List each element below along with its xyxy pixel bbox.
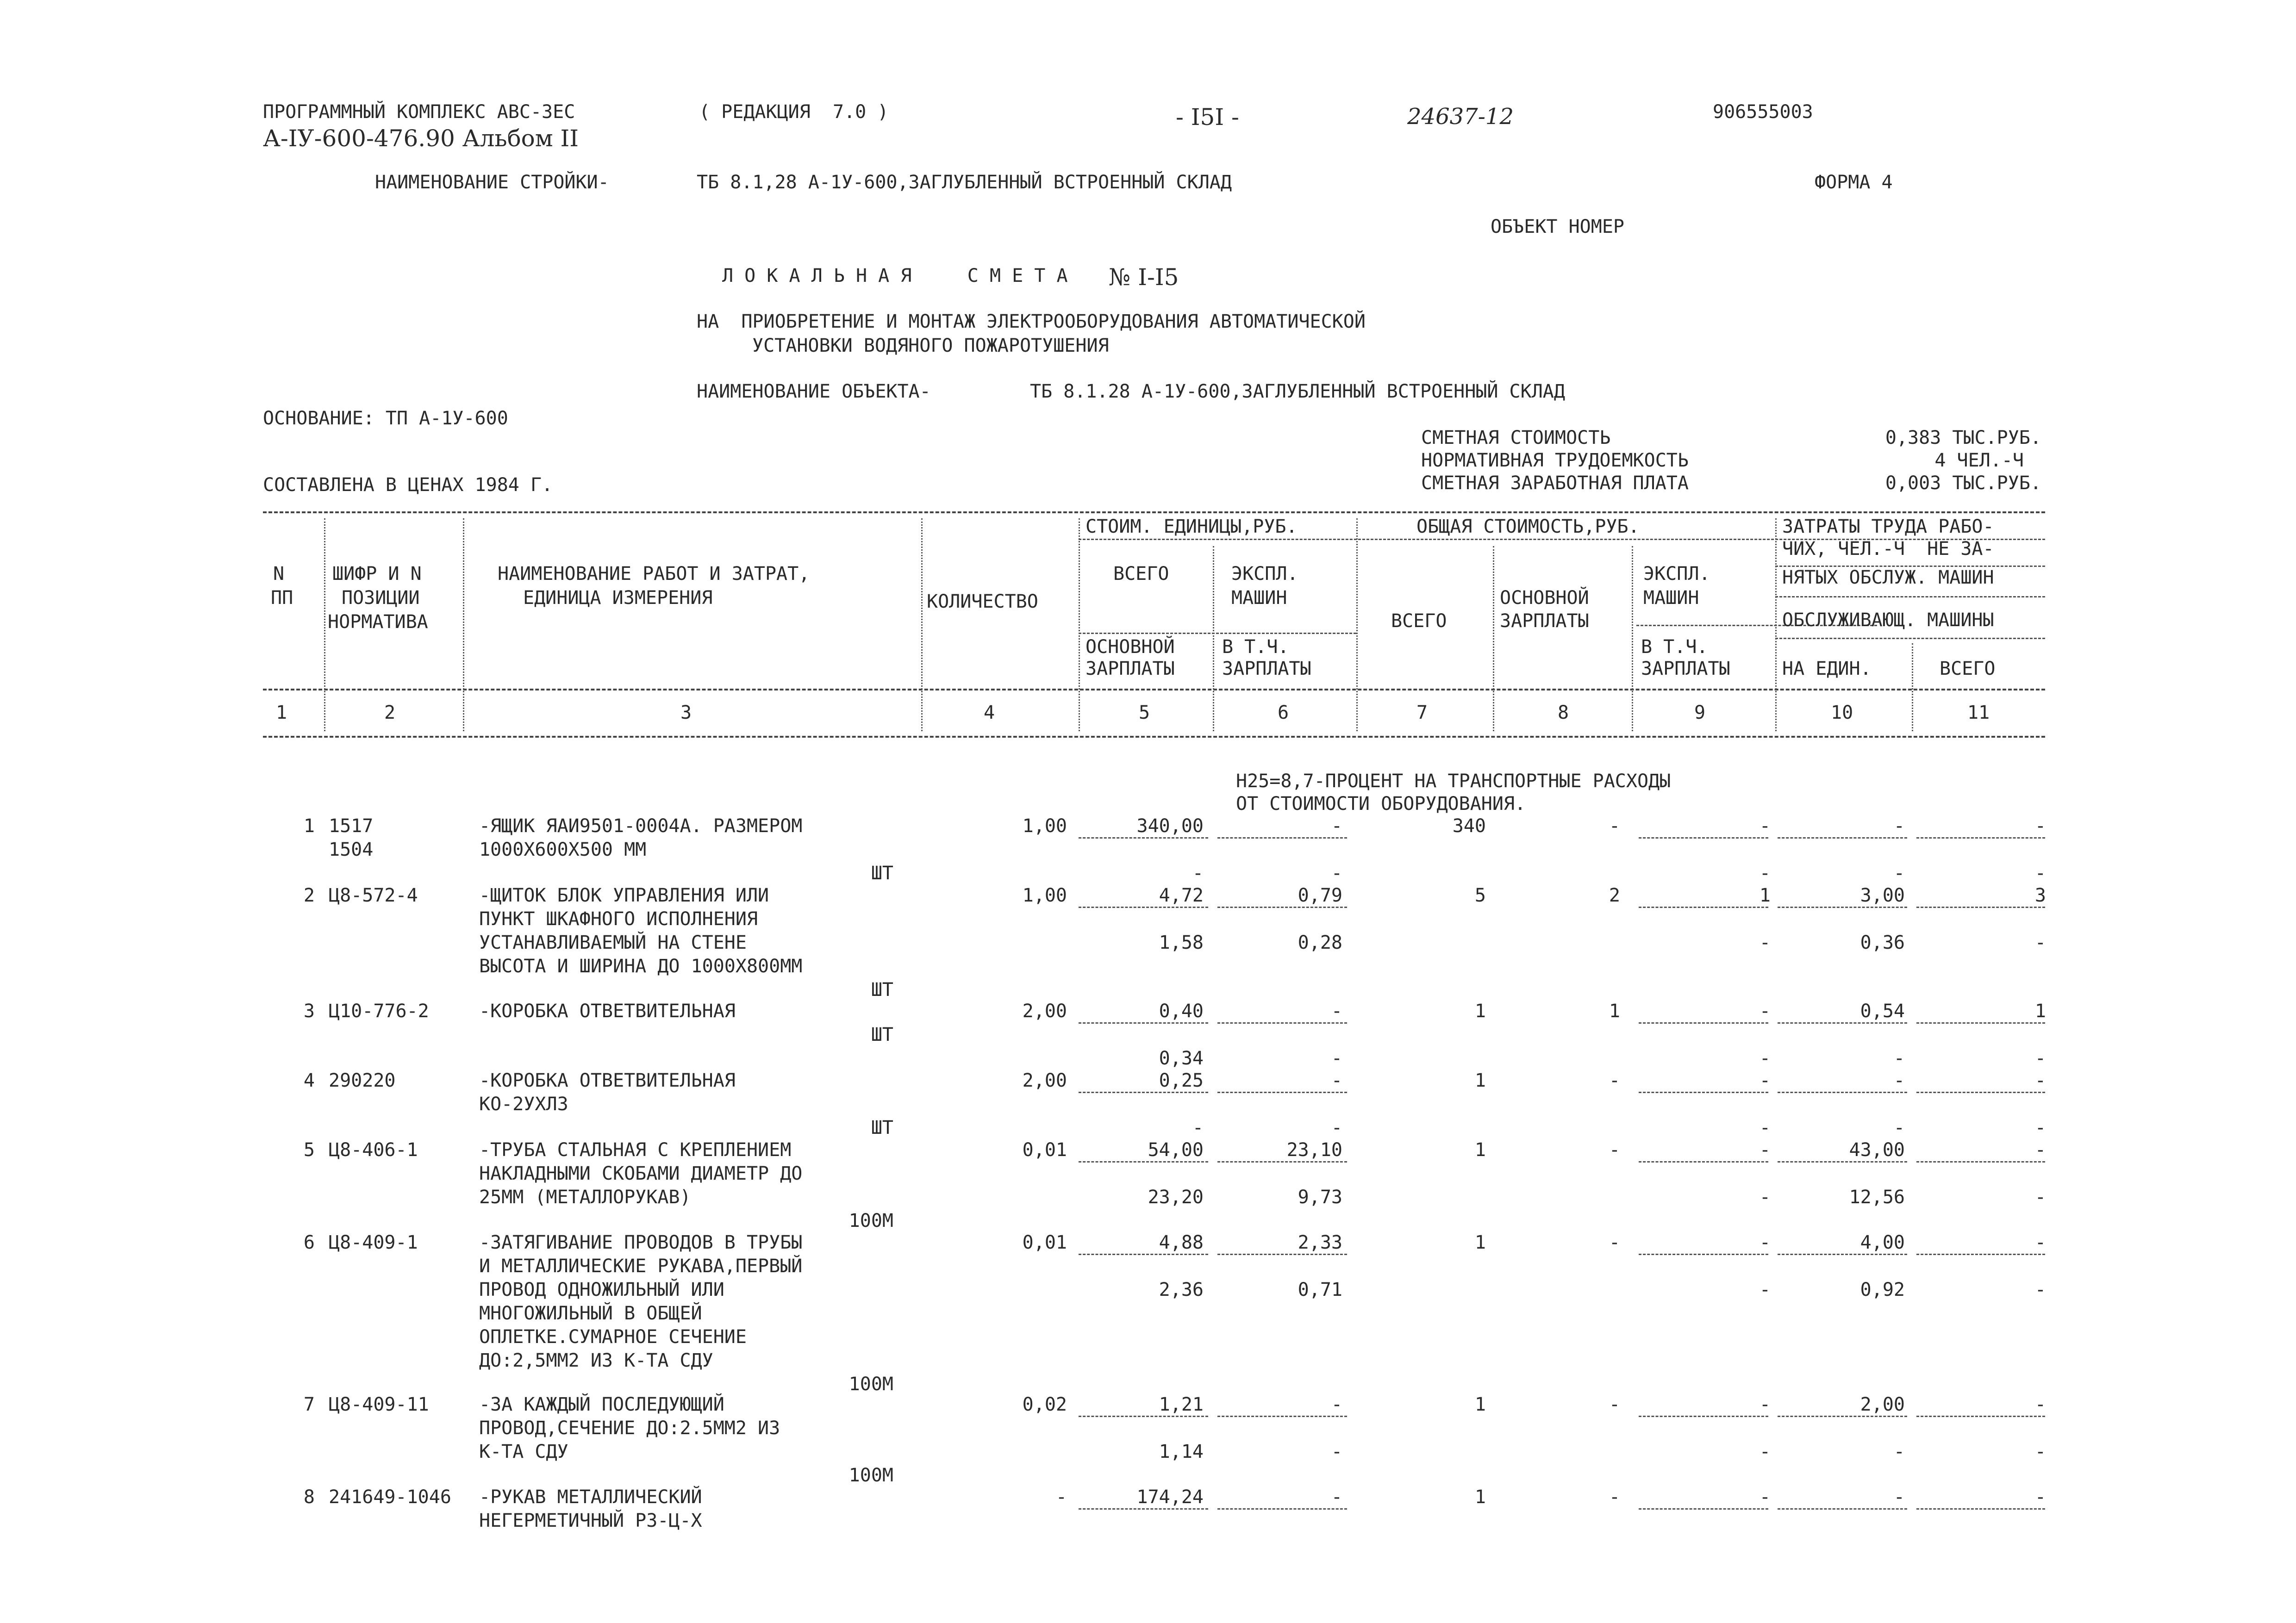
document-number: 24637-12 — [1407, 104, 1514, 130]
row-code: Ц8-406-1 — [329, 1139, 418, 1161]
row-unit: ШТ — [871, 1024, 893, 1045]
row-total-machines: - — [1759, 1070, 1771, 1091]
row-labor-total: - — [2034, 1139, 2046, 1161]
row-unit: 100М — [849, 1210, 893, 1231]
row-total: 1 — [1474, 1232, 1486, 1253]
total-wage-head: ОСНОВНОЙ — [1500, 587, 1589, 609]
row-total-wage: 1 — [1609, 1001, 1620, 1022]
total-cost-head: ОБЩАЯ СТОИМОСТЬ,РУБ. — [1416, 516, 1640, 537]
col-number: 3 — [680, 702, 692, 723]
row-labor-unit: - — [1893, 815, 1905, 837]
unit-wage-head: ОСНОВНОЙ — [1086, 636, 1175, 658]
subtotal-rule — [1639, 1022, 1768, 1024]
rule-subgroup — [1079, 633, 1356, 634]
stroika-label: НАИМЕНОВАНИЕ СТРОЙКИ- — [375, 172, 609, 193]
unit-mach-wage-head-2: ЗАРПЛАТЫ — [1222, 658, 1311, 679]
subtotal-rule — [1778, 1416, 1907, 1417]
col3-head-2: ЕДИНИЦА ИЗМЕРЕНИЯ — [523, 587, 713, 609]
row-name: -ТРУБА СТАЛЬНАЯ С КРЕПЛЕНИЕМ — [479, 1139, 792, 1161]
row-labor-total-service: - — [2034, 932, 2046, 953]
row-labor-unit-service: - — [1893, 1048, 1905, 1069]
subtotal-rule — [1079, 907, 1208, 908]
row-labor-total: - — [2034, 1232, 2046, 1253]
row-quantity: 2,00 — [1022, 1001, 1067, 1022]
row-number: 4 — [303, 1070, 315, 1091]
row-labor-unit-service: - — [1893, 1117, 1905, 1138]
rule-top — [263, 511, 2045, 513]
row-unit-total: 0,25 — [1159, 1070, 1204, 1091]
row-labor-unit-service: 0,36 — [1860, 932, 1905, 953]
subtotal-rule — [1079, 837, 1208, 839]
row-unit: ШТ — [871, 979, 893, 1001]
col-number: 1 — [276, 702, 287, 723]
subtotal-rule — [1639, 1508, 1768, 1510]
row-quantity: - — [1055, 1486, 1067, 1508]
row-unit: ШТ — [871, 1117, 893, 1138]
row-labor-total: 3 — [2034, 885, 2046, 906]
row-number: 8 — [303, 1486, 315, 1508]
row-name: -ЩИТОК БЛОК УПРАВЛЕНИЯ ИЛИ — [479, 885, 769, 906]
subtotal-rule — [1079, 1092, 1208, 1093]
row-unit-wage: - — [1192, 863, 1204, 884]
row-labor-unit: 43,00 — [1849, 1139, 1905, 1161]
col2-head: ШИФР И N — [332, 563, 422, 585]
row-unit-machine-wage: 9,73 — [1298, 1187, 1342, 1208]
col-number: 10 — [1831, 702, 1853, 723]
row-code: 241649-1046 — [329, 1486, 451, 1508]
unit-wage-head-2: ЗАРПЛАТЫ — [1086, 658, 1175, 679]
row-total-machine-wage: - — [1759, 863, 1771, 884]
row-unit-machine-wage: - — [1331, 1117, 1342, 1138]
row-name: -КОРОБКА ОТВЕТВИТЕЛЬНАЯ — [479, 1001, 736, 1022]
document-code: 906555003 — [1713, 101, 1813, 123]
redaction: ( РЕДАКЦИЯ 7.0 ) — [699, 101, 889, 123]
document-title: Л О К А Л Ь Н А Я С М Е Т А — [722, 265, 1068, 286]
subtotal-rule — [1639, 837, 1768, 839]
subtotal-rule — [1778, 1092, 1907, 1093]
labor-total-head: ВСЕГО — [1940, 658, 1996, 679]
album-reference: А-IУ-600-476.90 Альбом II — [263, 125, 579, 152]
labor-serv-head: ОБСЛУЖИВАЮЩ. МАШИНЫ — [1782, 609, 1994, 631]
row-total-machines: - — [1759, 1394, 1771, 1415]
subtotal-rule — [1916, 907, 2045, 908]
row-unit-machine-wage: 0,28 — [1298, 932, 1342, 953]
col1-head: N — [273, 563, 285, 585]
col-sep — [921, 518, 923, 731]
col-number: 7 — [1416, 702, 1428, 723]
purpose-line-1: НА ПРИОБРЕТЕНИЕ И МОНТАЖ ЭЛЕКТРООБОРУДОВАНИЯ АВТОМАТИЧЕСКОЙ — [697, 311, 1366, 332]
col-number: 5 — [1139, 702, 1150, 723]
row-name: ПРОВОД ОДНОЖИЛЬНЫЙ ИЛИ — [479, 1279, 724, 1300]
subtotal-rule — [1217, 837, 1347, 839]
labor-head-2: ЧИХ, ЧЕЛ.-Ч НЕ ЗА- — [1782, 538, 1994, 560]
row-name: ПРОВОД,СЕЧЕНИЕ ДО:2.5ММ2 ИЗ — [479, 1418, 780, 1439]
row-total-machine-wage: - — [1759, 1117, 1771, 1138]
subtotal-rule — [1639, 907, 1768, 908]
subtotal-rule — [1217, 1254, 1347, 1255]
row-total-machines: - — [1759, 1486, 1771, 1508]
row-unit: 100М — [849, 1465, 893, 1486]
row-number: 5 — [303, 1139, 315, 1161]
row-labor-total: 1 — [2034, 1001, 2046, 1022]
row-labor-total-service: - — [2034, 863, 2046, 884]
row-quantity: 0,01 — [1022, 1139, 1067, 1161]
row-name: КО-2УХЛ3 — [479, 1094, 568, 1115]
row-labor-unit: - — [1893, 1070, 1905, 1091]
row-unit-machines: - — [1331, 815, 1342, 837]
row-total-machine-wage: - — [1759, 932, 1771, 953]
rule-numbers-bottom — [263, 736, 2045, 738]
total-mach-head-2: МАШИН — [1643, 587, 1699, 609]
rule-header-bottom — [263, 689, 2045, 690]
col-number: 8 — [1558, 702, 1569, 723]
object-name-value: ТБ 8.1.28 А-1У-600,ЗАГЛУБЛЕННЫЙ ВСТРОЕННЫЙ СКЛАД — [1030, 381, 1565, 402]
rule-labor-3 — [1775, 638, 2045, 639]
subtotal-rule — [1217, 1092, 1347, 1093]
subtotal-rule — [1778, 1254, 1907, 1255]
transport-note-2: ОТ СТОИМОСТИ ОБОРУДОВАНИЯ. — [1236, 793, 1526, 815]
row-quantity: 1,00 — [1022, 885, 1067, 906]
subtotal-rule — [1778, 1161, 1907, 1163]
subtotal-rule — [1916, 1092, 2045, 1093]
row-unit-machines: 2,33 — [1298, 1232, 1342, 1253]
row-name: ПУНКТ ШКАФНОГО ИСПОЛНЕНИЯ — [479, 908, 758, 930]
row-labor-unit: 2,00 — [1860, 1394, 1905, 1415]
row-total-wage: - — [1609, 1486, 1620, 1508]
unit-cost-head: СТОИМ. ЕДИНИЦЫ,РУБ. — [1086, 516, 1298, 537]
row-labor-unit: 4,00 — [1860, 1232, 1905, 1253]
row-labor-total-service: - — [2034, 1441, 2046, 1462]
col-sep — [1079, 518, 1080, 731]
col-sep — [324, 518, 325, 731]
row-name: УСТАНАВЛИВАЕМЫЙ НА СТЕНЕ — [479, 932, 747, 953]
row-total-wage: - — [1609, 815, 1620, 837]
summary-label-wage: СМЕТНАЯ ЗАРАБОТНАЯ ПЛАТА — [1421, 473, 1689, 494]
row-unit: 100М — [849, 1374, 893, 1395]
object-number: ОБЪЕКТ НОМЕР — [1491, 216, 1624, 237]
subtotal-rule — [1079, 1022, 1208, 1024]
col-sep — [1213, 546, 1214, 731]
row-unit-machine-wage: 0,71 — [1298, 1279, 1342, 1300]
row-name: МНОГОЖИЛЬНЫЙ В ОБЩЕЙ — [479, 1303, 702, 1324]
row-code: Ц10-776-2 — [329, 1001, 429, 1022]
row-total-wage: - — [1609, 1394, 1620, 1415]
col-number: 9 — [1694, 702, 1706, 723]
row-name: -ЯЩИК ЯАИ9501-0004А. РАЗМЕРОМ — [479, 815, 803, 837]
subtotal-rule — [1079, 1161, 1208, 1163]
row-quantity: 0,02 — [1022, 1394, 1067, 1415]
subtotal-rule — [1639, 1416, 1768, 1417]
unit-mach-wage-head: В Т.Ч. — [1222, 636, 1289, 658]
purpose-line-2: УСТАНОВКИ ВОДЯНОГО ПОЖАРОТУШЕНИЯ — [752, 335, 1109, 356]
row-code: Ц8-409-11 — [329, 1394, 429, 1415]
row-labor-unit: - — [1893, 1486, 1905, 1508]
row-name: -ЗА КАЖДЫЙ ПОСЛЕДУЮЩИЙ — [479, 1394, 724, 1415]
row-labor-total: - — [2034, 1070, 2046, 1091]
total-wage-head-2: ЗАРПЛАТЫ — [1500, 610, 1589, 632]
form-number: ФОРМА 4 — [1815, 172, 1893, 193]
row-labor-unit-service: - — [1893, 1441, 1905, 1462]
row-name: ОПЛЕТКЕ.СУМАРНОЕ СЕЧЕНИЕ — [479, 1326, 747, 1348]
row-total: 340 — [1452, 815, 1486, 837]
row-labor-total: - — [2034, 1486, 2046, 1508]
subtotal-rule — [1778, 1508, 1907, 1510]
row-unit-total: 4,72 — [1159, 885, 1204, 906]
row-quantity: 1,00 — [1022, 815, 1067, 837]
col4-head: КОЛИЧЕСТВО — [927, 591, 1038, 612]
col-sep — [463, 518, 464, 731]
row-labor-total-service: - — [2034, 1048, 2046, 1069]
row-name: 25ММ (МЕТАЛЛОРУКАВ) — [479, 1187, 691, 1208]
subtotal-rule — [1079, 1508, 1208, 1510]
estimate-number: № I-I5 — [1109, 264, 1179, 291]
row-total: 1 — [1474, 1070, 1486, 1091]
subtotal-rule — [1916, 1416, 2045, 1417]
col-sep — [1493, 546, 1494, 731]
subtotal-rule — [1079, 1416, 1208, 1417]
subtotal-rule — [1778, 1022, 1907, 1024]
row-total-wage: 2 — [1609, 885, 1620, 906]
row-labor-total-service: - — [2034, 1117, 2046, 1138]
col2-head-3: НОРМАТИВА — [328, 611, 428, 633]
summary-value-labor: 4 ЧЕЛ.-Ч — [1934, 450, 2024, 471]
transport-note: Н25=8,7-ПРОЦЕНТ НА ТРАНСПОРТНЫЕ РАСХОДЫ — [1236, 771, 1671, 792]
row-unit-machines: - — [1331, 1486, 1342, 1508]
row-total-machines: - — [1759, 1139, 1771, 1161]
row-total-machine-wage: - — [1759, 1279, 1771, 1300]
unit-mach-head: ЭКСПЛ. — [1231, 563, 1298, 585]
subtotal-rule — [1916, 1508, 2045, 1510]
col-number: 6 — [1278, 702, 1289, 723]
program-name: ПРОГРАММНЫЙ КОМПЛЕКС АВС-3ЕС — [263, 101, 575, 123]
row-number: 7 — [303, 1394, 315, 1415]
row-unit-total: 340,00 — [1136, 815, 1204, 837]
total-mach-wage-head-2: ЗАРПЛАТЫ — [1641, 658, 1730, 679]
summary-value-cost: 0,383 ТЫС.РУБ. — [1885, 427, 2041, 448]
col-number: 2 — [384, 702, 396, 723]
col-sep — [1775, 518, 1777, 731]
row-name: НЕГЕРМЕТИЧНЫЙ Р3-Ц-Х — [479, 1510, 702, 1531]
row-total-machines: - — [1759, 815, 1771, 837]
labor-head: ЗАТРАТЫ ТРУДА РАБО- — [1782, 516, 1994, 537]
row-labor-unit-service: 12,56 — [1849, 1187, 1905, 1208]
row-quantity: 2,00 — [1022, 1070, 1067, 1091]
row-number: 2 — [303, 885, 315, 906]
labor-per-unit-head: НА ЕДИН. — [1782, 658, 1872, 679]
subtotal-rule — [1778, 907, 1907, 908]
row-total-machines: - — [1759, 1232, 1771, 1253]
row-labor-unit: 3,00 — [1860, 885, 1905, 906]
col-sep — [1632, 546, 1633, 731]
row-name: -ЗАТЯГИВАНИЕ ПРОВОДОВ В ТРУБЫ — [479, 1232, 803, 1253]
row-name: ДО:2,5ММ2 ИЗ К-ТА СДУ — [479, 1350, 713, 1371]
row-unit-wage: 0,34 — [1159, 1048, 1204, 1069]
row-unit-wage: - — [1192, 1117, 1204, 1138]
row-total-wage: - — [1609, 1232, 1620, 1253]
row-name: 1000Х600Х500 ММ — [479, 839, 647, 860]
row-name: НАКЛАДНЫМИ СКОБАМИ ДИАМЕТР ДО — [479, 1163, 803, 1184]
col-number: 11 — [1967, 702, 1990, 723]
row-total: 1 — [1474, 1486, 1486, 1508]
row-total: 5 — [1474, 885, 1486, 906]
rule-labor-2 — [1775, 596, 2045, 597]
row-number: 6 — [303, 1232, 315, 1253]
stroika-value: ТБ 8.1,28 А-1У-600,ЗАГЛУБЛЕННЫЙ ВСТРОЕННЫЙ СКЛАД — [697, 172, 1232, 193]
col-sep — [1356, 518, 1358, 731]
row-total-machines: 1 — [1759, 885, 1771, 906]
row-labor-unit-service: 0,92 — [1860, 1279, 1905, 1300]
row-total: 1 — [1474, 1394, 1486, 1415]
total-mach-wage-head: В Т.Ч. — [1641, 636, 1708, 658]
summary-label-labor: НОРМАТИВНАЯ ТРУДОЕМКОСТЬ — [1421, 450, 1689, 471]
row-name: -КОРОБКА ОТВЕТВИТЕЛЬНАЯ — [479, 1070, 736, 1091]
row-unit-total: 4,88 — [1159, 1232, 1204, 1253]
row-unit-wage: 1,58 — [1159, 932, 1204, 953]
row-total-wage: - — [1609, 1139, 1620, 1161]
row-code: 290220 — [329, 1070, 396, 1091]
col-sep — [1912, 643, 1913, 731]
price-basis: СОСТАВЛЕНА В ЦЕНАХ 1984 Г. — [263, 474, 553, 496]
row-code: 1504 — [329, 839, 374, 860]
subtotal-rule — [1639, 1161, 1768, 1163]
row-name: И МЕТАЛЛИЧЕСКИЕ РУКАВА,ПЕРВЫЙ — [479, 1256, 803, 1277]
row-name: -РУКАВ МЕТАЛЛИЧЕСКИЙ — [479, 1486, 702, 1508]
row-labor-total-service: - — [2034, 1279, 2046, 1300]
col3-head: НАИМЕНОВАНИЕ РАБОТ И ЗАТРАТ, — [498, 563, 810, 585]
row-code: 1517 — [329, 815, 374, 837]
subtotal-rule — [1217, 1416, 1347, 1417]
col2-head-2: ПОЗИЦИИ — [342, 587, 420, 609]
row-total-machine-wage: - — [1759, 1441, 1771, 1462]
row-unit-total: 174,24 — [1136, 1486, 1204, 1508]
summary-value-wage: 0,003 ТЫС.РУБ. — [1885, 473, 2041, 494]
row-unit-wage: 1,14 — [1159, 1441, 1204, 1462]
col-number: 4 — [984, 702, 995, 723]
row-number: 3 — [303, 1001, 315, 1022]
row-unit-wage: 23,20 — [1148, 1187, 1204, 1208]
object-name-label: НАИМЕНОВАНИЕ ОБЪЕКТА- — [697, 381, 931, 402]
row-total-machine-wage: - — [1759, 1187, 1771, 1208]
col1-head-2: ПП — [271, 587, 293, 609]
subtotal-rule — [1079, 1254, 1208, 1255]
subtotal-rule — [1217, 907, 1347, 908]
row-total-wage: - — [1609, 1070, 1620, 1091]
subtotal-rule — [1916, 1161, 2045, 1163]
subtotal-rule — [1217, 1161, 1347, 1163]
labor-head-3: НЯТЫХ ОБСЛУЖ. МАШИН — [1782, 567, 1994, 588]
row-quantity: 0,01 — [1022, 1232, 1067, 1253]
row-number: 1 — [303, 815, 315, 837]
row-unit-machines: - — [1331, 1394, 1342, 1415]
summary-label-cost: СМЕТНАЯ СТОИМОСТЬ — [1421, 427, 1611, 448]
total-all-head: ВСЕГО — [1391, 610, 1447, 632]
row-name: К-ТА СДУ — [479, 1441, 568, 1462]
row-unit: ШТ — [871, 863, 893, 884]
unit-mach-head-2: МАШИН — [1231, 587, 1287, 609]
subtotal-rule — [1639, 1092, 1768, 1093]
row-unit-total: 1,21 — [1159, 1394, 1204, 1415]
row-unit-wage: 2,36 — [1159, 1279, 1204, 1300]
row-labor-unit-service: - — [1893, 863, 1905, 884]
row-unit-machines: 0,79 — [1298, 885, 1342, 906]
row-unit-machine-wage: - — [1331, 1048, 1342, 1069]
subtotal-rule — [1639, 1254, 1768, 1255]
basis: ОСНОВАНИЕ: ТП А-1У-600 — [263, 408, 508, 429]
unit-total-head: ВСЕГО — [1113, 563, 1169, 585]
total-mach-head: ЭКСПЛ. — [1643, 563, 1710, 585]
row-unit-machine-wage: - — [1331, 863, 1342, 884]
subtotal-rule — [1217, 1022, 1347, 1024]
page-number: - I5I - — [1176, 104, 1239, 131]
subtotal-rule — [1217, 1508, 1347, 1510]
row-code: Ц8-572-4 — [329, 885, 418, 906]
row-total: 1 — [1474, 1139, 1486, 1161]
subtotal-rule — [1778, 837, 1907, 839]
row-unit-machines: 23,10 — [1286, 1139, 1342, 1161]
row-total-machines: - — [1759, 1001, 1771, 1022]
row-labor-total-service: - — [2034, 1187, 2046, 1208]
row-labor-unit: 0,54 — [1860, 1001, 1905, 1022]
subtotal-rule — [1916, 837, 2045, 839]
row-labor-total: - — [2034, 815, 2046, 837]
subtotal-rule — [1916, 1022, 2045, 1024]
row-unit-machine-wage: - — [1331, 1441, 1342, 1462]
row-name: ВЫСОТА И ШИРИНА ДО 1000Х800ММ — [479, 956, 803, 977]
subtotal-rule — [1916, 1254, 2045, 1255]
row-unit-machines: - — [1331, 1001, 1342, 1022]
row-unit-machines: - — [1331, 1070, 1342, 1091]
row-unit-total: 0,40 — [1159, 1001, 1204, 1022]
row-unit-total: 54,00 — [1148, 1139, 1204, 1161]
row-total-machine-wage: - — [1759, 1048, 1771, 1069]
row-total: 1 — [1474, 1001, 1486, 1022]
row-code: Ц8-409-1 — [329, 1232, 418, 1253]
row-labor-total: - — [2034, 1394, 2046, 1415]
